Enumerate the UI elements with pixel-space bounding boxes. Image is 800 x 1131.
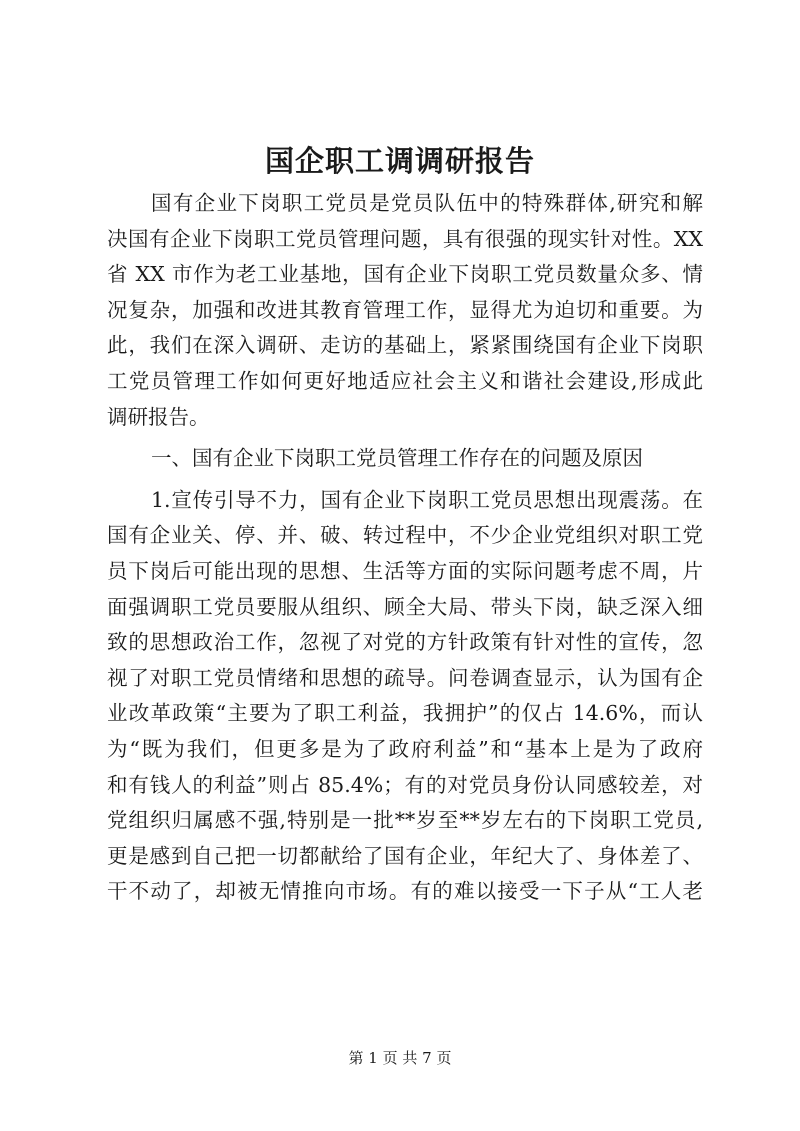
text-line: 工党员管理工作如何更好地适应社会主义和谐社会建设,形成此 [107, 368, 703, 393]
text-line: 视了对职工党员情绪和思想的疏导。问卷调查显示，认为国有企 [107, 665, 703, 690]
text-line: 干不动了，却被无情推向市场。有的难以接受一下子从“工人老 [107, 879, 703, 904]
page-footer: 第 1 页 共 7 页 [348, 1049, 452, 1067]
paragraph-intro [107, 186, 703, 435]
paragraph-item-1 [107, 483, 703, 910]
text-line: 一、国有企业下岗职工党员管理工作存在的问题及原因 [151, 446, 643, 471]
text-line: 员下岗后可能出现的思想、生活等方面的实际问题考虑不周，片 [107, 558, 703, 583]
text-line: 决国有企业下岗职工党员管理问题，具有很强的现实针对性。XX [107, 226, 703, 251]
text-line: 国有企业关、停、并、破、转过程中，不少企业党组织对职工党 [107, 523, 703, 548]
text-line: 面强调职工党员要服从组织、顾全大局、带头下岗，缺乏深入细 [107, 594, 703, 619]
text-line: 更是感到自己把一切都献给了国有企业，年纪大了、身体差了、 [107, 843, 703, 868]
text-line: 和有钱人的利益”则占 85.4%；有的对党员身份认同感较差，对 [107, 772, 703, 797]
text-line: 国有企业下岗职工党员是党员队伍中的特殊群体,研究和解 [151, 191, 703, 215]
text-line: 况复杂，加强和改进其教育管理工作，显得尤为迫切和重要。为 [107, 297, 703, 322]
text-line: 党组织归属感不强,特别是一批**岁至**岁左右的下岗职工党员, [107, 808, 703, 833]
text-line: 1.宣传引导不力，国有企业下岗职工党员思想出现震荡。在 [151, 487, 703, 512]
document-title: 国企职工调调研报告 [264, 144, 535, 178]
text-line: 业改革政策“主要为了职工利益，我拥护”的仅占 14.6%，而认 [107, 701, 703, 726]
section-heading [107, 441, 703, 477]
text-line: 此，我们在深入调研、走访的基础上，紧紧围绕国有企业下岗职 [107, 333, 703, 358]
text-line: 调研报告。 [107, 404, 210, 429]
document-body [107, 186, 703, 910]
text-line: 省 XX 市作为老工业基地，国有企业下岗职工党员数量众多、情 [107, 262, 703, 287]
text-line: 为“既为我们，但更多是为了政府利益”和“基本上是为了政府 [107, 736, 703, 761]
text-line: 致的思想政治工作，忽视了对党的方针政策有针对性的宣传，忽 [107, 630, 703, 655]
